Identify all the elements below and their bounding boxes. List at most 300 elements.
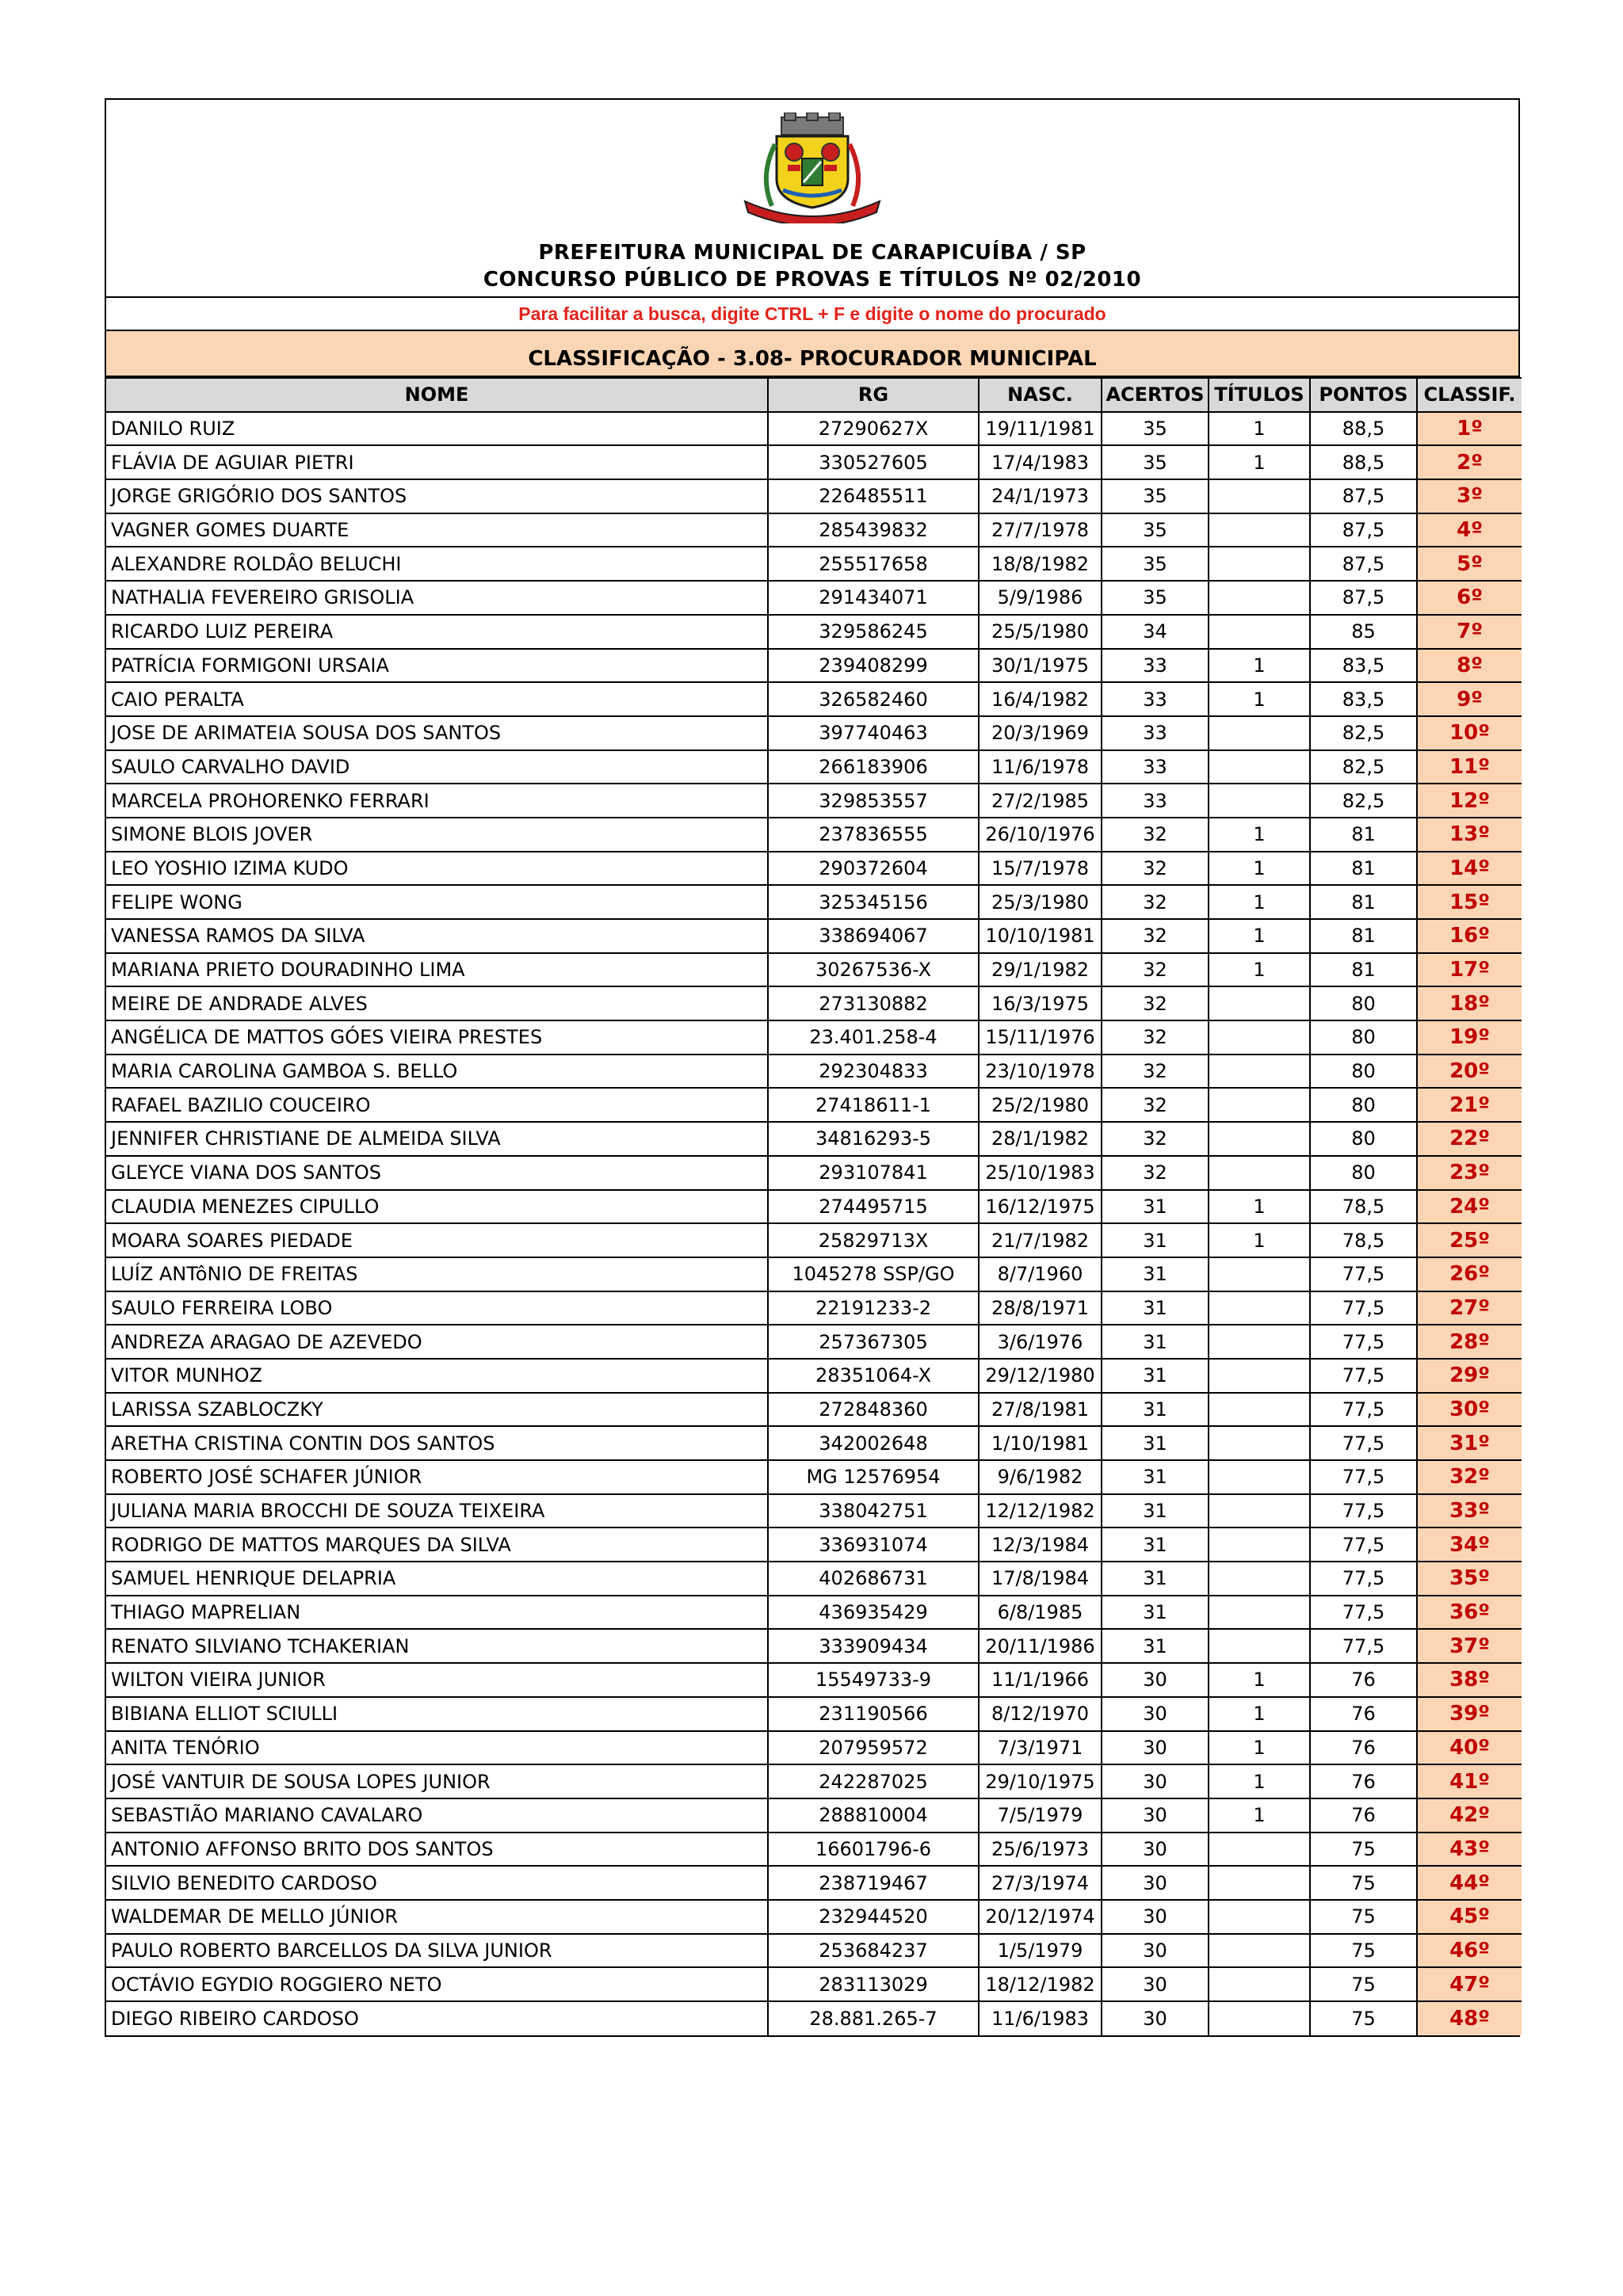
cell-nome: PAULO ROBERTO BARCELLOS DA SILVA JUNIOR bbox=[106, 1934, 768, 1968]
cell-classif: 3º bbox=[1417, 479, 1522, 513]
cell-classif: 31º bbox=[1417, 1426, 1522, 1460]
cell-classif: 22º bbox=[1417, 1122, 1522, 1156]
cell-pontos: 78,5 bbox=[1310, 1190, 1417, 1224]
cell-pontos: 81 bbox=[1310, 953, 1417, 987]
cell-titulos bbox=[1209, 615, 1310, 649]
cell-nome: RENATO SILVIANO TCHAKERIAN bbox=[106, 1629, 768, 1663]
cell-nasc: 26/10/1976 bbox=[979, 818, 1102, 852]
cell-classif: 40º bbox=[1417, 1731, 1522, 1765]
cell-rg: 272848360 bbox=[768, 1393, 979, 1427]
cell-pontos: 82,5 bbox=[1310, 716, 1417, 750]
cell-nome: THIAGO MAPRELIAN bbox=[106, 1596, 768, 1630]
column-header-pontos: PONTOS bbox=[1310, 378, 1417, 412]
cell-nasc: 30/1/1975 bbox=[979, 649, 1102, 683]
cell-rg: 336931074 bbox=[768, 1527, 979, 1562]
cell-rg: 15549733-9 bbox=[768, 1663, 979, 1697]
cell-pontos: 77,5 bbox=[1310, 1596, 1417, 1630]
table-header-row bbox=[106, 378, 1522, 412]
cell-titulos: 1 bbox=[1209, 818, 1310, 852]
table-body bbox=[106, 412, 1522, 2035]
table-row bbox=[106, 1934, 1522, 1968]
cell-pontos: 88,5 bbox=[1310, 445, 1417, 479]
cell-rg: 232944520 bbox=[768, 1900, 979, 1934]
cell-nasc: 16/3/1975 bbox=[979, 986, 1102, 1020]
cell-pontos: 77,5 bbox=[1310, 1494, 1417, 1528]
cell-rg: 290372604 bbox=[768, 852, 979, 886]
cell-acertos: 32 bbox=[1102, 953, 1209, 987]
cell-rg: 207959572 bbox=[768, 1731, 979, 1765]
cell-pontos: 77,5 bbox=[1310, 1291, 1417, 1325]
cell-nome: SAULO CARVALHO DAVID bbox=[106, 750, 768, 784]
table-row bbox=[106, 649, 1522, 683]
cell-classif: 34º bbox=[1417, 1527, 1522, 1562]
cell-rg: 330527605 bbox=[768, 445, 979, 479]
cell-rg: 342002648 bbox=[768, 1426, 979, 1460]
table-row bbox=[106, 1223, 1522, 1257]
cell-nome: VAGNER GOMES DUARTE bbox=[106, 513, 768, 547]
cell-nasc: 11/1/1966 bbox=[979, 1663, 1102, 1697]
cell-pontos: 75 bbox=[1310, 1833, 1417, 1867]
cell-rg: 28.881.265-7 bbox=[768, 2001, 979, 2035]
cell-acertos: 31 bbox=[1102, 1291, 1209, 1325]
cell-classif: 35º bbox=[1417, 1562, 1522, 1596]
cell-acertos: 30 bbox=[1102, 1798, 1209, 1833]
cell-classif: 27º bbox=[1417, 1291, 1522, 1325]
cell-rg: 329853557 bbox=[768, 784, 979, 818]
cell-titulos bbox=[1209, 1596, 1310, 1630]
cell-titulos bbox=[1209, 547, 1310, 581]
table-row bbox=[106, 852, 1522, 886]
column-header-classif: CLASSIF. bbox=[1417, 378, 1522, 412]
cell-titulos bbox=[1209, 1257, 1310, 1291]
cell-titulos: 1 bbox=[1209, 1663, 1310, 1697]
cell-titulos bbox=[1209, 784, 1310, 818]
cell-classif: 4º bbox=[1417, 513, 1522, 547]
table-row bbox=[106, 1325, 1522, 1359]
column-header-rg: RG bbox=[768, 378, 979, 412]
cell-nome: JENNIFER CHRISTIANE DE ALMEIDA SILVA bbox=[106, 1122, 768, 1156]
cell-nome: RODRIGO DE MATTOS MARQUES DA SILVA bbox=[106, 1527, 768, 1562]
cell-nome: JOSE DE ARIMATEIA SOUSA DOS SANTOS bbox=[106, 716, 768, 750]
cell-classif: 33º bbox=[1417, 1494, 1522, 1528]
table-row bbox=[106, 581, 1522, 615]
cell-rg: 338042751 bbox=[768, 1494, 979, 1528]
table-row bbox=[106, 2001, 1522, 2035]
table-row bbox=[106, 1798, 1522, 1833]
cell-nome: SILVIO BENEDITO CARDOSO bbox=[106, 1866, 768, 1900]
table-row bbox=[106, 750, 1522, 784]
cell-nome: LARISSA SZABLOCZKY bbox=[106, 1393, 768, 1427]
cell-acertos: 35 bbox=[1102, 513, 1209, 547]
column-header-nasc: NASC. bbox=[979, 378, 1102, 412]
table-row bbox=[106, 412, 1522, 446]
cell-pontos: 80 bbox=[1310, 1020, 1417, 1055]
cell-acertos: 31 bbox=[1102, 1527, 1209, 1562]
table-row bbox=[106, 547, 1522, 581]
table-row bbox=[106, 885, 1522, 919]
table-row bbox=[106, 1393, 1522, 1427]
cell-pontos: 80 bbox=[1310, 986, 1417, 1020]
cell-rg: 239408299 bbox=[768, 649, 979, 683]
cell-pontos: 77,5 bbox=[1310, 1393, 1417, 1427]
cell-nome: FLÁVIA DE AGUIAR PIETRI bbox=[106, 445, 768, 479]
cell-titulos bbox=[1209, 1527, 1310, 1562]
cell-classif: 21º bbox=[1417, 1088, 1522, 1122]
cell-nome: WALDEMAR DE MELLO JÚNIOR bbox=[106, 1900, 768, 1934]
cell-nasc: 29/10/1975 bbox=[979, 1764, 1102, 1798]
table-row bbox=[106, 1426, 1522, 1460]
table-row bbox=[106, 1527, 1522, 1562]
cell-nasc: 11/6/1983 bbox=[979, 2001, 1102, 2035]
cell-pontos: 87,5 bbox=[1310, 547, 1417, 581]
cell-acertos: 32 bbox=[1102, 818, 1209, 852]
cell-titulos bbox=[1209, 1934, 1310, 1968]
cell-acertos: 31 bbox=[1102, 1494, 1209, 1528]
cell-classif: 45º bbox=[1417, 1900, 1522, 1934]
cell-acertos: 33 bbox=[1102, 716, 1209, 750]
cell-acertos: 31 bbox=[1102, 1393, 1209, 1427]
cell-nome: LEO YOSHIO IZIMA KUDO bbox=[106, 852, 768, 886]
cell-classif: 18º bbox=[1417, 986, 1522, 1020]
cell-nasc: 1/5/1979 bbox=[979, 1934, 1102, 1968]
cell-pontos: 75 bbox=[1310, 1900, 1417, 1934]
cell-pontos: 85 bbox=[1310, 615, 1417, 649]
cell-titulos: 1 bbox=[1209, 1190, 1310, 1224]
cell-rg: 25829713X bbox=[768, 1223, 979, 1257]
cell-acertos: 31 bbox=[1102, 1223, 1209, 1257]
cell-pontos: 75 bbox=[1310, 1866, 1417, 1900]
cell-pontos: 75 bbox=[1310, 1934, 1417, 1968]
cell-classif: 23º bbox=[1417, 1156, 1522, 1190]
cell-classif: 41º bbox=[1417, 1764, 1522, 1798]
cell-nome: MOARA SOARES PIEDADE bbox=[106, 1223, 768, 1257]
table-row bbox=[106, 682, 1522, 716]
cell-acertos: 30 bbox=[1102, 2001, 1209, 2035]
cell-pontos: 77,5 bbox=[1310, 1562, 1417, 1596]
cell-nasc: 27/2/1985 bbox=[979, 784, 1102, 818]
cell-rg: 30267536-X bbox=[768, 953, 979, 987]
cell-nasc: 11/6/1978 bbox=[979, 750, 1102, 784]
cell-classif: 24º bbox=[1417, 1190, 1522, 1224]
table-row bbox=[106, 1122, 1522, 1156]
cell-pontos: 80 bbox=[1310, 1156, 1417, 1190]
cell-nasc: 21/7/1982 bbox=[979, 1223, 1102, 1257]
cell-titulos bbox=[1209, 1122, 1310, 1156]
cell-rg: 266183906 bbox=[768, 750, 979, 784]
cell-rg: 273130882 bbox=[768, 986, 979, 1020]
cell-acertos: 32 bbox=[1102, 919, 1209, 953]
cell-acertos: 30 bbox=[1102, 1663, 1209, 1697]
cell-acertos: 30 bbox=[1102, 1967, 1209, 2001]
cell-rg: 285439832 bbox=[768, 513, 979, 547]
cell-titulos: 1 bbox=[1209, 885, 1310, 919]
table-row bbox=[106, 1900, 1522, 1934]
cell-pontos: 80 bbox=[1310, 1055, 1417, 1089]
column-header-titulos: TÍTULOS bbox=[1209, 378, 1310, 412]
cell-nome: VANESSA RAMOS DA SILVA bbox=[106, 919, 768, 953]
cell-nasc: 16/4/1982 bbox=[979, 682, 1102, 716]
cell-classif: 10º bbox=[1417, 716, 1522, 750]
cell-classif: 46º bbox=[1417, 1934, 1522, 1968]
cell-nasc: 20/12/1974 bbox=[979, 1900, 1102, 1934]
cell-pontos: 76 bbox=[1310, 1697, 1417, 1731]
cell-rg: 436935429 bbox=[768, 1596, 979, 1630]
cell-acertos: 32 bbox=[1102, 1055, 1209, 1089]
cell-nome: RAFAEL BAZILIO COUCEIRO bbox=[106, 1088, 768, 1122]
cell-nasc: 1/10/1981 bbox=[979, 1426, 1102, 1460]
cell-nasc: 25/5/1980 bbox=[979, 615, 1102, 649]
cell-titulos: 1 bbox=[1209, 919, 1310, 953]
table-row bbox=[106, 716, 1522, 750]
cell-pontos: 87,5 bbox=[1310, 581, 1417, 615]
cell-titulos bbox=[1209, 1055, 1310, 1089]
cell-rg: 402686731 bbox=[768, 1562, 979, 1596]
cell-classif: 38º bbox=[1417, 1663, 1522, 1697]
cell-rg: 329586245 bbox=[768, 615, 979, 649]
cell-acertos: 32 bbox=[1102, 852, 1209, 886]
cell-acertos: 32 bbox=[1102, 1156, 1209, 1190]
cell-nasc: 3/6/1976 bbox=[979, 1325, 1102, 1359]
cell-titulos: 1 bbox=[1209, 1764, 1310, 1798]
cell-classif: 1º bbox=[1417, 412, 1522, 446]
cell-rg: 16601796-6 bbox=[768, 1833, 979, 1867]
cell-nome: CAIO PERALTA bbox=[106, 682, 768, 716]
cell-rg: 253684237 bbox=[768, 1934, 979, 1968]
cell-nome: WILTON VIEIRA JUNIOR bbox=[106, 1663, 768, 1697]
cell-nasc: 6/8/1985 bbox=[979, 1596, 1102, 1630]
cell-nome: ANGÉLICA DE MATTOS GÓES VIEIRA PRESTES bbox=[106, 1020, 768, 1055]
cell-nasc: 16/12/1975 bbox=[979, 1190, 1102, 1224]
cell-classif: 42º bbox=[1417, 1798, 1522, 1833]
cell-acertos: 33 bbox=[1102, 784, 1209, 818]
cell-titulos: 1 bbox=[1209, 682, 1310, 716]
cell-nome: MARIA CAROLINA GAMBOA S. BELLO bbox=[106, 1055, 768, 1089]
cell-nasc: 7/5/1979 bbox=[979, 1798, 1102, 1833]
cell-pontos: 75 bbox=[1310, 1967, 1417, 2001]
cell-classif: 9º bbox=[1417, 682, 1522, 716]
cell-titulos bbox=[1209, 1967, 1310, 2001]
table-row bbox=[106, 1967, 1522, 2001]
cell-nasc: 24/1/1973 bbox=[979, 479, 1102, 513]
cell-pontos: 81 bbox=[1310, 852, 1417, 886]
cell-classif: 11º bbox=[1417, 750, 1522, 784]
table-row bbox=[106, 513, 1522, 547]
cell-titulos bbox=[1209, 1629, 1310, 1663]
cell-titulos bbox=[1209, 1460, 1310, 1494]
cell-rg: 34816293-5 bbox=[768, 1122, 979, 1156]
cell-nome: SEBASTIÃO MARIANO CAVALARO bbox=[106, 1798, 768, 1833]
cell-pontos: 83,5 bbox=[1310, 682, 1417, 716]
cell-acertos: 32 bbox=[1102, 1088, 1209, 1122]
cell-nome: DANILO RUIZ bbox=[106, 412, 768, 446]
cell-classif: 20º bbox=[1417, 1055, 1522, 1089]
cell-acertos: 35 bbox=[1102, 547, 1209, 581]
cell-titulos bbox=[1209, 1866, 1310, 1900]
table-row bbox=[106, 615, 1522, 649]
cell-rg: 274495715 bbox=[768, 1190, 979, 1224]
cell-nasc: 25/3/1980 bbox=[979, 885, 1102, 919]
cell-titulos bbox=[1209, 1393, 1310, 1427]
cell-rg: 325345156 bbox=[768, 885, 979, 919]
cell-titulos bbox=[1209, 1900, 1310, 1934]
table-row bbox=[106, 1562, 1522, 1596]
cell-acertos: 33 bbox=[1102, 682, 1209, 716]
cell-nome: NATHALIA FEVEREIRO GRISOLIA bbox=[106, 581, 768, 615]
cell-nome: MARCELA PROHORENKO FERRARI bbox=[106, 784, 768, 818]
table-row bbox=[106, 784, 1522, 818]
cell-titulos: 1 bbox=[1209, 1731, 1310, 1765]
cell-nome: CLAUDIA MENEZES CIPULLO bbox=[106, 1190, 768, 1224]
cell-rg: 238719467 bbox=[768, 1866, 979, 1900]
cell-titulos bbox=[1209, 1156, 1310, 1190]
column-header-acertos: ACERTOS bbox=[1102, 378, 1209, 412]
cell-titulos bbox=[1209, 1562, 1310, 1596]
cell-pontos: 81 bbox=[1310, 919, 1417, 953]
cell-nasc: 20/11/1986 bbox=[979, 1629, 1102, 1663]
cell-classif: 44º bbox=[1417, 1866, 1522, 1900]
table-row bbox=[106, 818, 1522, 852]
cell-nome: RICARDO LUIZ PEREIRA bbox=[106, 615, 768, 649]
cell-rg: 27418611-1 bbox=[768, 1088, 979, 1122]
cell-acertos: 33 bbox=[1102, 649, 1209, 683]
cell-titulos bbox=[1209, 716, 1310, 750]
cell-acertos: 30 bbox=[1102, 1764, 1209, 1798]
cell-classif: 25º bbox=[1417, 1223, 1522, 1257]
cell-classif: 36º bbox=[1417, 1596, 1522, 1630]
table-row bbox=[106, 1596, 1522, 1630]
cell-nasc: 12/12/1982 bbox=[979, 1494, 1102, 1528]
cell-pontos: 87,5 bbox=[1310, 479, 1417, 513]
cell-classif: 2º bbox=[1417, 445, 1522, 479]
cell-nome: SAULO FERREIRA LOBO bbox=[106, 1291, 768, 1325]
cell-nasc: 18/12/1982 bbox=[979, 1967, 1102, 2001]
cell-nome: OCTÁVIO EGYDIO ROGGIERO NETO bbox=[106, 1967, 768, 2001]
cell-nome: VITOR MUNHOZ bbox=[106, 1359, 768, 1393]
cell-nome: PATRÍCIA FORMIGONI URSAIA bbox=[106, 649, 768, 683]
table-row bbox=[106, 479, 1522, 513]
cell-titulos bbox=[1209, 581, 1310, 615]
cell-classif: 7º bbox=[1417, 615, 1522, 649]
cell-titulos bbox=[1209, 1291, 1310, 1325]
cell-acertos: 32 bbox=[1102, 1020, 1209, 1055]
cell-titulos bbox=[1209, 750, 1310, 784]
cell-rg: 397740463 bbox=[768, 716, 979, 750]
table-row bbox=[106, 1257, 1522, 1291]
cell-rg: 226485511 bbox=[768, 479, 979, 513]
cell-nome: ANITA TENÓRIO bbox=[106, 1731, 768, 1765]
cell-nome: MARIANA PRIETO DOURADINHO LIMA bbox=[106, 953, 768, 987]
cell-pontos: 77,5 bbox=[1310, 1257, 1417, 1291]
cell-acertos: 31 bbox=[1102, 1629, 1209, 1663]
cell-classif: 14º bbox=[1417, 852, 1522, 886]
cell-acertos: 30 bbox=[1102, 1833, 1209, 1867]
cell-rg: 1045278 SSP/GO bbox=[768, 1257, 979, 1291]
cell-nasc: 15/7/1978 bbox=[979, 852, 1102, 886]
cell-pontos: 75 bbox=[1310, 2001, 1417, 2035]
cell-nasc: 29/1/1982 bbox=[979, 953, 1102, 987]
cell-nome: ANDREZA ARAGAO DE AZEVEDO bbox=[106, 1325, 768, 1359]
page-title: PREFEITURA MUNICIPAL DE CARAPICUÍBA / SP bbox=[538, 241, 1086, 265]
cell-nasc: 8/12/1970 bbox=[979, 1697, 1102, 1731]
cell-acertos: 32 bbox=[1102, 986, 1209, 1020]
table-row bbox=[106, 1731, 1522, 1765]
cell-nasc: 25/6/1973 bbox=[979, 1833, 1102, 1867]
table-row bbox=[106, 1697, 1522, 1731]
column-header-nome: NOME bbox=[106, 378, 768, 412]
cell-classif: 48º bbox=[1417, 2001, 1522, 2035]
cell-classif: 32º bbox=[1417, 1460, 1522, 1494]
cell-nasc: 8/7/1960 bbox=[979, 1257, 1102, 1291]
cell-rg: 288810004 bbox=[768, 1798, 979, 1833]
cell-nome: JORGE GRIGÓRIO DOS SANTOS bbox=[106, 479, 768, 513]
cell-rg: 231190566 bbox=[768, 1697, 979, 1731]
cell-nasc: 17/8/1984 bbox=[979, 1562, 1102, 1596]
cell-nome: JOSÉ VANTUIR DE SOUSA LOPES JUNIOR bbox=[106, 1764, 768, 1798]
table-row bbox=[106, 953, 1522, 987]
cell-classif: 16º bbox=[1417, 919, 1522, 953]
cell-titulos: 1 bbox=[1209, 953, 1310, 987]
table-row bbox=[106, 1866, 1522, 1900]
cell-rg: 23.401.258-4 bbox=[768, 1020, 979, 1055]
table-row bbox=[106, 919, 1522, 953]
cell-acertos: 35 bbox=[1102, 479, 1209, 513]
cell-pontos: 81 bbox=[1310, 818, 1417, 852]
cell-rg: 293107841 bbox=[768, 1156, 979, 1190]
table-row bbox=[106, 1190, 1522, 1224]
cell-rg: 237836555 bbox=[768, 818, 979, 852]
cell-classif: 12º bbox=[1417, 784, 1522, 818]
cell-classif: 43º bbox=[1417, 1833, 1522, 1867]
table-row bbox=[106, 1156, 1522, 1190]
table-row bbox=[106, 1764, 1522, 1798]
cell-titulos bbox=[1209, 1088, 1310, 1122]
cell-acertos: 30 bbox=[1102, 1697, 1209, 1731]
cell-nome: ALEXANDRE ROLDÂO BELUCHI bbox=[106, 547, 768, 581]
cell-pontos: 77,5 bbox=[1310, 1527, 1417, 1562]
table-row bbox=[106, 1055, 1522, 1089]
cell-pontos: 78,5 bbox=[1310, 1223, 1417, 1257]
cell-pontos: 77,5 bbox=[1310, 1359, 1417, 1393]
cell-nome: DIEGO RIBEIRO CARDOSO bbox=[106, 2001, 768, 2035]
cell-rg: MG 12576954 bbox=[768, 1460, 979, 1494]
cell-titulos: 1 bbox=[1209, 852, 1310, 886]
cell-acertos: 35 bbox=[1102, 412, 1209, 446]
table-row bbox=[106, 1833, 1522, 1867]
cell-classif: 15º bbox=[1417, 885, 1522, 919]
table-row bbox=[106, 1494, 1522, 1528]
table-row bbox=[106, 445, 1522, 479]
cell-classif: 29º bbox=[1417, 1359, 1522, 1393]
cell-rg: 326582460 bbox=[768, 682, 979, 716]
cell-acertos: 31 bbox=[1102, 1257, 1209, 1291]
cell-acertos: 30 bbox=[1102, 1900, 1209, 1934]
cell-classif: 28º bbox=[1417, 1325, 1522, 1359]
cell-nasc: 17/4/1983 bbox=[979, 445, 1102, 479]
table-row bbox=[106, 1291, 1522, 1325]
cell-classif: 5º bbox=[1417, 547, 1522, 581]
cell-rg: 292304833 bbox=[768, 1055, 979, 1089]
cell-titulos bbox=[1209, 986, 1310, 1020]
cell-classif: 26º bbox=[1417, 1257, 1522, 1291]
cell-acertos: 30 bbox=[1102, 1934, 1209, 1968]
cell-rg: 338694067 bbox=[768, 919, 979, 953]
classification-sheet bbox=[105, 98, 1520, 2037]
cell-pontos: 82,5 bbox=[1310, 784, 1417, 818]
classification-title: CLASSIFICAÇÃO - 3.08- PROCURADOR MUNICIPAL bbox=[106, 331, 1518, 377]
cell-nasc: 18/8/1982 bbox=[979, 547, 1102, 581]
cell-nasc: 19/11/1981 bbox=[979, 412, 1102, 446]
table-row bbox=[106, 1359, 1522, 1393]
